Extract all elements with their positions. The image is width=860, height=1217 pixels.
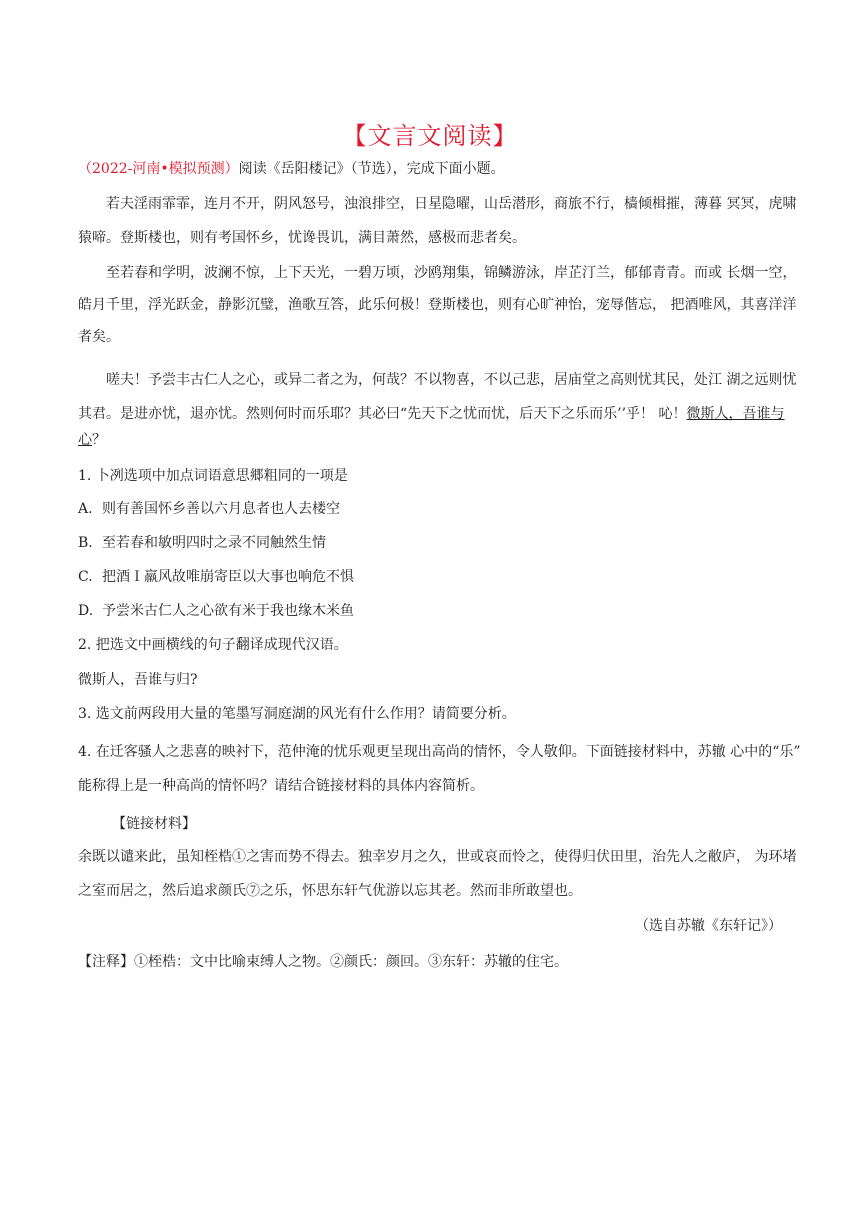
passage-p1-line1: 若夫淫雨霏霏，连月不开，阴风怒号，浊浪排空，日星隐曜，山岳潜形，商旅不行，樯倾楫摧，薄暮 冥冥，虎啸 (106, 196, 797, 212)
option-b (78, 533, 326, 553)
intro-line (78, 159, 505, 179)
option-text: 至若春和敏明四时之录不同触然生情 (102, 535, 326, 551)
passage-p2-line2: 皓月千里，浮光跃金，静影沉璧，渔歌互答，此乐何极！登斯楼也，则有心旷神怡，宠辱偕忘， 把酒唯风，其喜洋洋 (78, 297, 797, 313)
page-title: 【文言文阅读】 (342, 122, 518, 150)
question-4-line1: 4. 在迁客骚人之悲喜的映衬下，范仲淹的忧乐观更呈现出高尚的情怀，令人敬仰。下面链接材料中，苏辙 心中的“乐” (78, 744, 801, 760)
notes: 【注释】①桎梏：文中比喻束缚人之物。②颜氏：颜回。③东轩：苏辙的住宅。 (78, 954, 568, 970)
link-material-line1: 余既以谴来此，虽知桎梏①之害而势不得去。独幸岁月之久，世或哀而怜之，使得归伏田里，治先人之敝庐， 为环堵 (78, 849, 797, 865)
passage-p3-line2-text: 其君。是进亦忧，退亦忧。然则何时而乐耶？其必曰“先天下之忧而忧，后天下之乐而乐’’乎！ 吣！ (78, 406, 687, 422)
question-1: 1. 卜冽选项中加点词语意思郷粗同的一项是 (78, 468, 348, 484)
passage-p3-line1: 嗟夫！予尝丰古仁人之心，或异二者之为，何哉？不以物喜，不以己悲，居庙堂之高则忧其民，处江 湖之远则忧 (106, 372, 797, 388)
question-4-line2: 能称得上是一种高尚的情怀吗？请结合链接材料的具体内容简析。 (78, 778, 484, 794)
passage-p2-line1: 至若春和学明，波澜不惊，上下天光，一碧万顷，沙鸥翔集，锦鳞游泳，岸芷汀兰，郁郁青青。而或 长烟一空， (106, 265, 797, 281)
source-tag: （2022-河南•模拟预测） (78, 161, 239, 177)
option-letter: D. (78, 603, 94, 619)
option-a (78, 499, 340, 519)
option-d (78, 601, 354, 621)
underlined-sentence: 微斯人，吾谁与 (686, 406, 785, 422)
passage-p1-line2: 猿啼。登斯楼也，则有考国怀乡，忧谗畏讥，满目萧然，感极而悲者矣。 (78, 230, 526, 246)
link-material-heading: 【链接材料】 (112, 816, 196, 832)
underlined-sentence-end: 心 (78, 432, 92, 448)
passage-p3-tail: ？ (92, 432, 106, 448)
passage-p2-line3: 者矣。 (78, 329, 120, 345)
passage-p3-line3 (78, 430, 106, 450)
question-2: 2. 把选文中画横线的句子翻译成现代汉语。 (78, 637, 348, 653)
option-text: 把酒Ｉ羸风故唯崩寄臣以大事也响危不惧 (102, 569, 354, 585)
link-material-line2: 之室而居之，然后追求颜氏⑦之乐，怀思东轩气优游以忘其老。然而非所敢望也。 (78, 883, 582, 899)
option-letter: B. (78, 535, 93, 551)
option-letter: A. (78, 501, 93, 517)
option-c (78, 567, 354, 587)
option-text: 则有善国怀乡善以六月息者也人去楼空 (102, 501, 340, 517)
option-letter: C. (78, 569, 93, 585)
question-3: 3. 选文前两段用大量的笔墨写洞庭湖的风光有什么作用？请简要分析。 (78, 706, 516, 722)
question-2-sentence: 微斯人，吾谁与归? (78, 672, 198, 688)
option-text: 予尝米古仁人之心欲有米于我也缘木米鱼 (102, 603, 354, 619)
passage-p3-line2 (78, 404, 785, 424)
intro-text: 阅读《岳阳楼记》（节选），完成下面小题。 (238, 161, 505, 177)
link-material-source: （选自苏辙《东轩记》） (635, 918, 782, 934)
